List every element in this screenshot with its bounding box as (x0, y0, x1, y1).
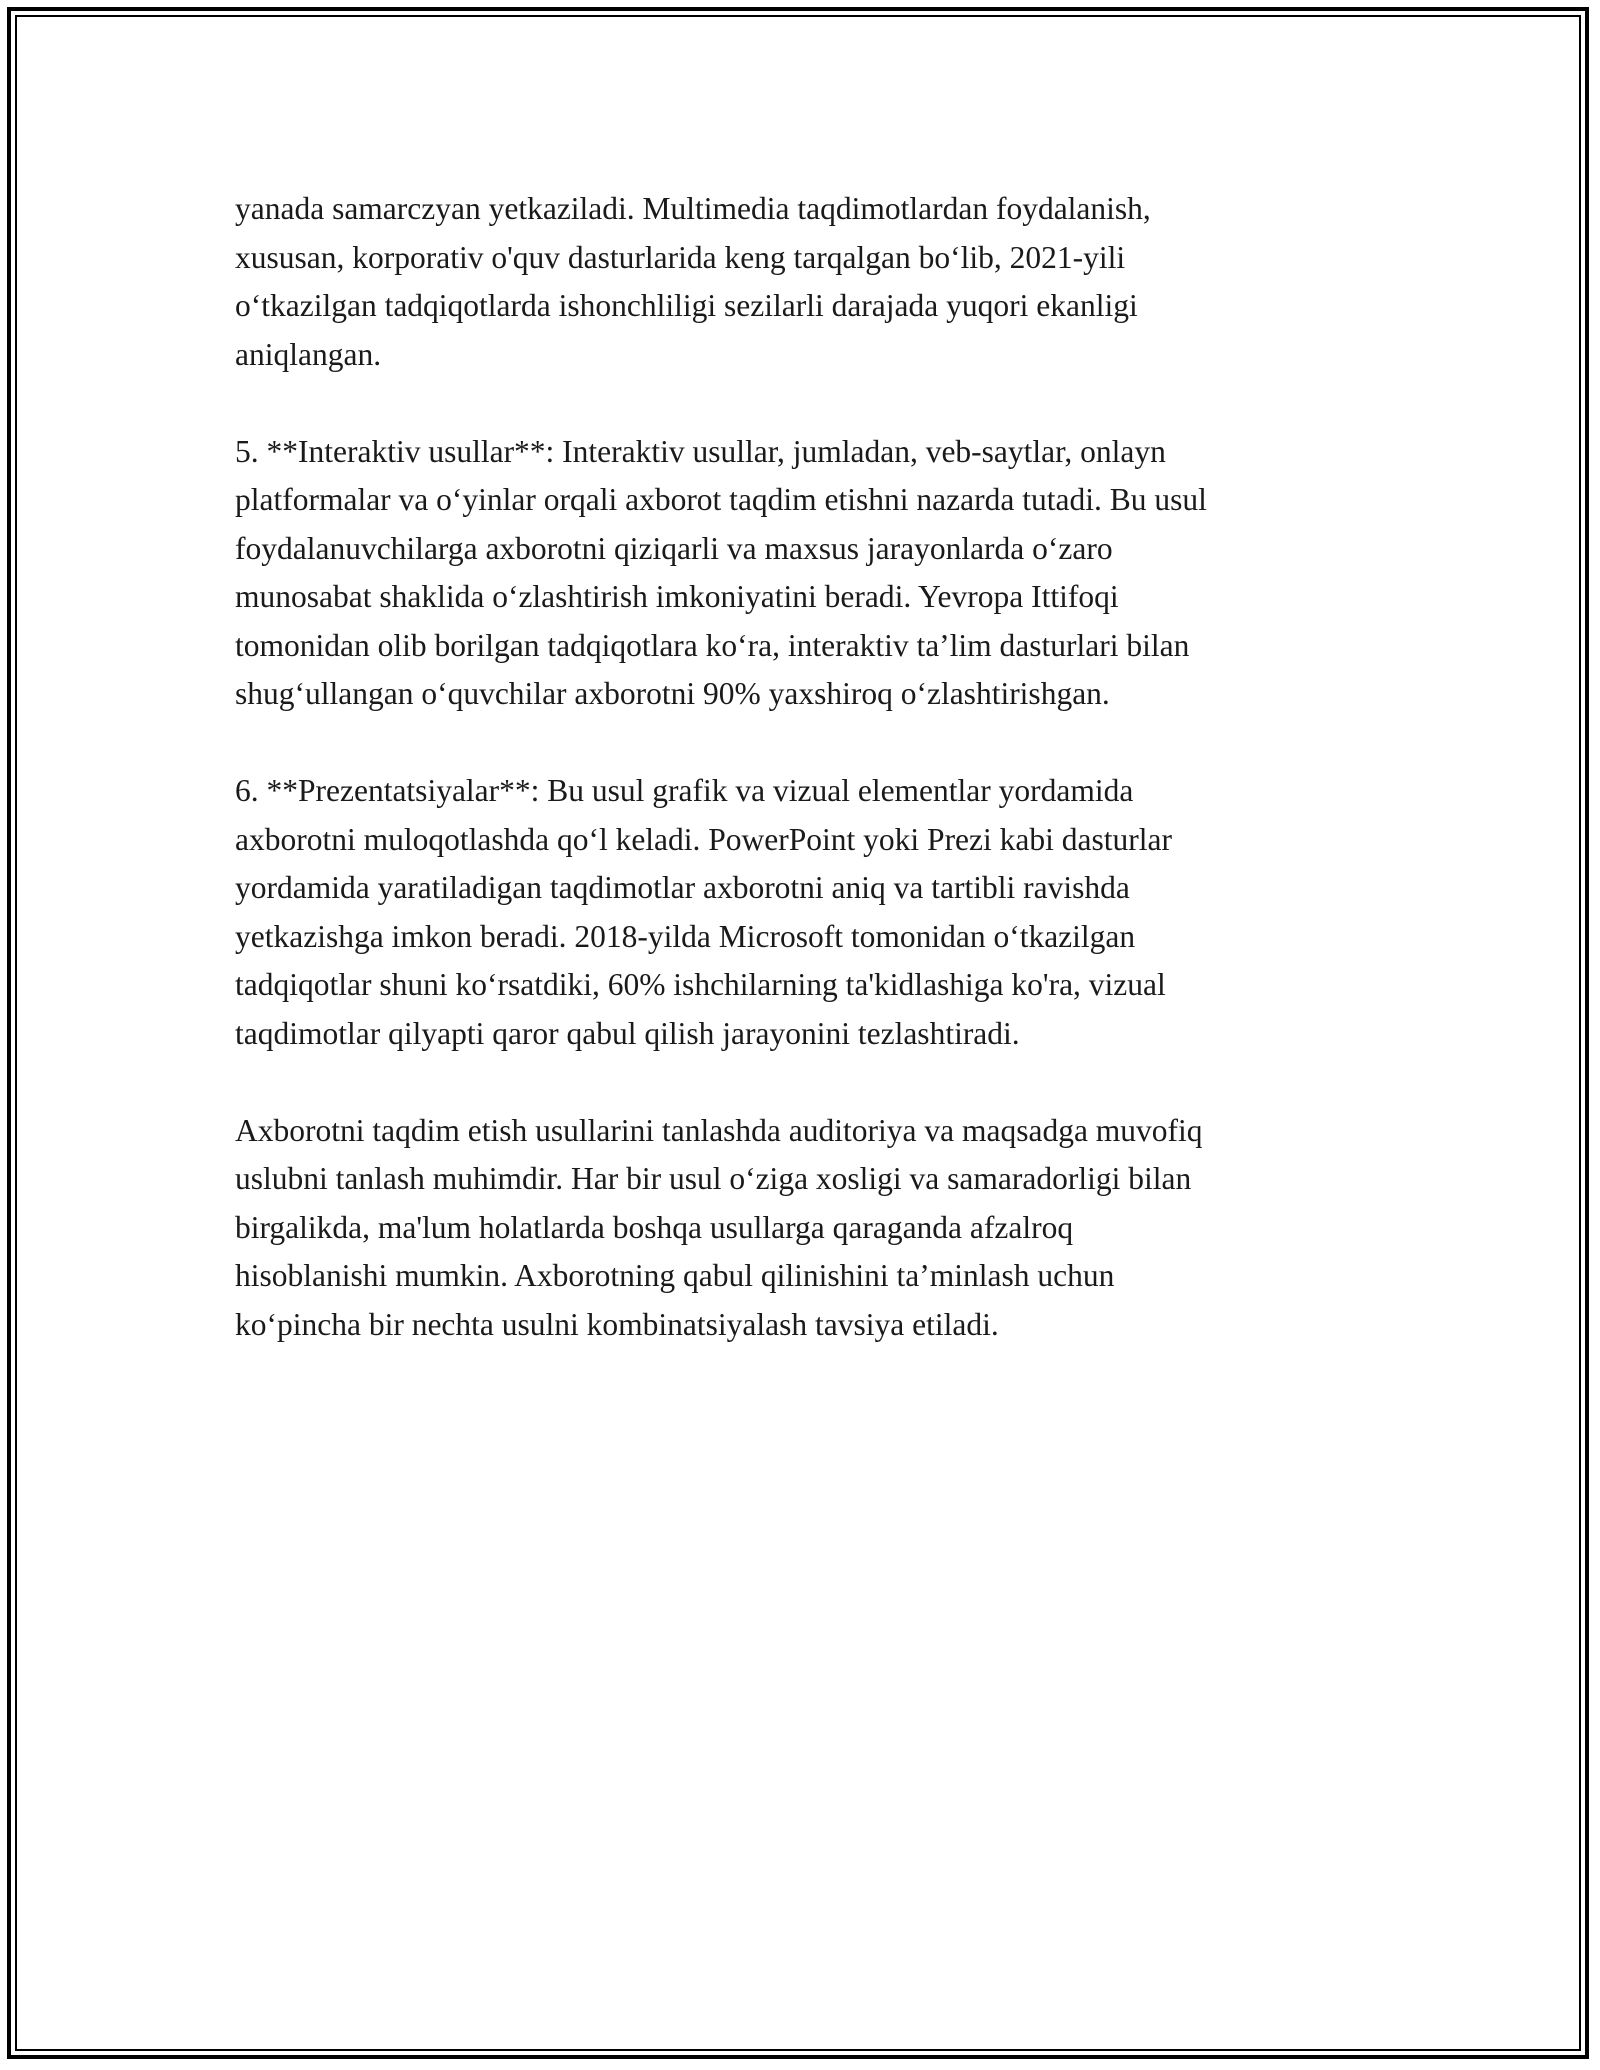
paragraph-interactive-methods: 5. **Interaktiv usullar**: Interaktiv usullar, jumladan, veb-saytlar, onlayn platformalar va oʻyinlar orqali axborot taqdim etishni nazarda tutadi. Bu usul foydalanuvchilarga axborotni qiziqarli va maxsus jarayonlarda oʻzaro munosabat shaklida oʻzlashtirish imkoniyatini beradi. Yevropa Ittifoqi tomonidan olib borilgan tadqiqotlara koʻra, interaktiv taʼlim dasturlari bilan shugʻullangan oʻquvchilar axborotni 90% yaxshiroq oʻzlashtirishgan. (235, 433, 1207, 711)
paragraph-multimedia-continuation: yanada samarczyan yetkaziladi. Multimedia taqdimotlardan foydalanish, xususan, korporativ o'quv dasturlarida keng tarqalgan boʻlib, 2021-yili oʻtkazilgan tadqiqotlarda ishonchliligi sezilarli darajada yuqori ekanligi aniqlangan. (235, 191, 1151, 372)
paragraph-presentations: 6. **Prezentatsiyalar**: Bu usul grafik va vizual elementlar yordamida axborotni muloqotlashda qoʻl keladi. PowerPoint yoki Prezi kabi dasturlar yordamida yaratiladigan taqdimotlar axborotni aniq va tartibli ravishda yetkazishga imkon beradi. 2018-yilda Microsoft tomonidan oʻtkazilgan tadqiqotlar shuni koʻrsatdiki, 60% ishchilarning ta'kidlashiga ko'ra, vizual taqdimotlar qilyapti qaror qabul qilish jarayonini tezlashtiradi. (235, 773, 1172, 1051)
document-body (235, 185, 1395, 1398)
paragraph-conclusion: Axborotni taqdim etish usullarini tanlashda auditoriya va maqsadga muvofiq uslubni tanlash muhimdir. Har bir usul oʻziga xosligi va samaradorligi bilan birgalikda, ma'lum holatlarda boshqa usullarga qaraganda afzalroq hisoblanishi mumkin. Axborotning qabul qilinishini taʼminlash uchun koʻpincha bir nechta usulni kombinatsiyalash tavsiya etiladi. (235, 1112, 1203, 1342)
